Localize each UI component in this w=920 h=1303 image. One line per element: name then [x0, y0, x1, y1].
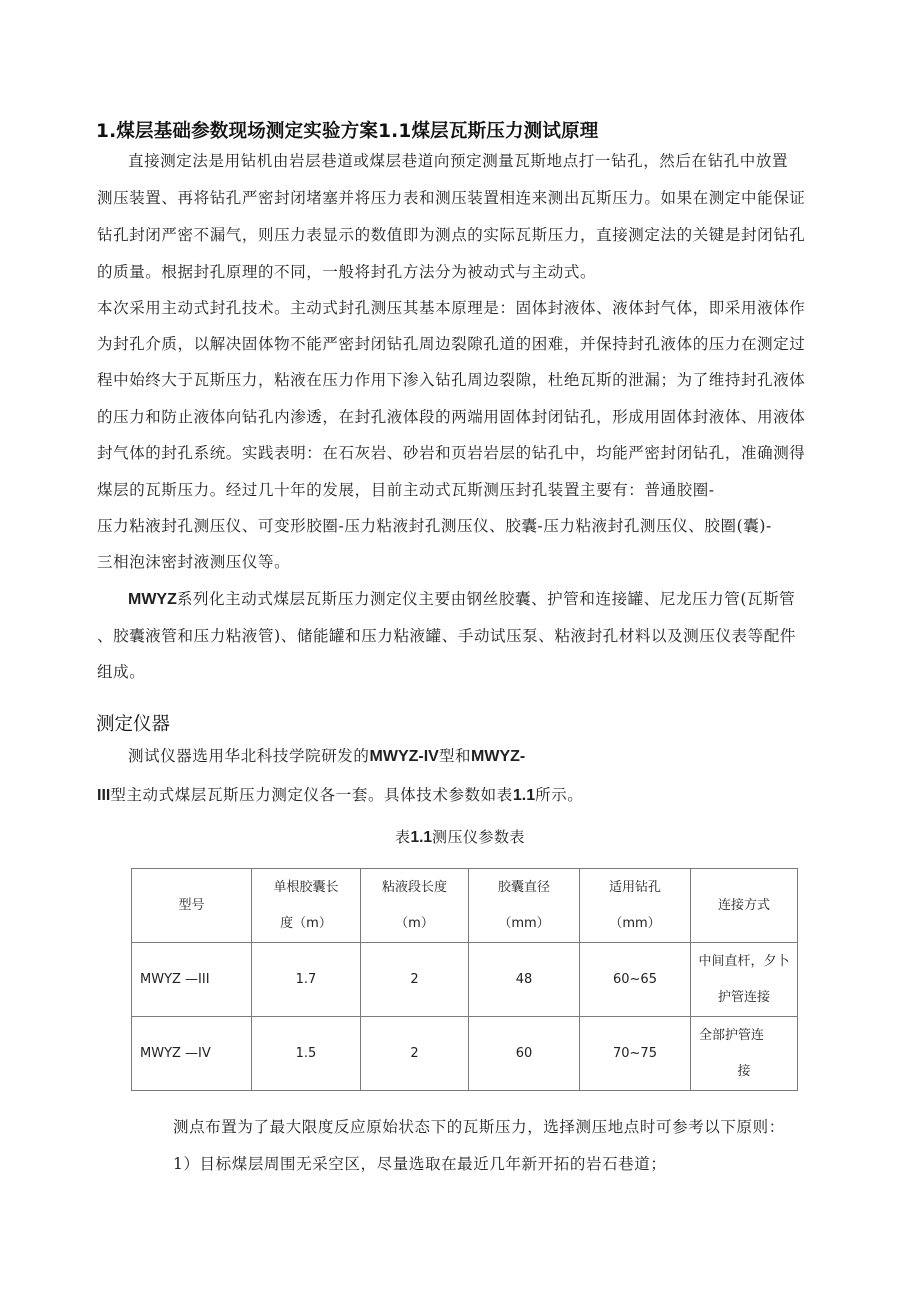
header-diameter-line2: （mm）	[498, 915, 550, 931]
paragraph-2-line-6: 煤层的瓦斯压力。经过几十年的发展，目前主动式瓦斯测压封孔装置主要有：普通胶圈-	[97, 481, 715, 499]
paragraph-2-line-5: 封气体的封孔系统。实践表明：在石灰岩、砂岩和页岩岩层的钻孔中，均能严密封闭钻孔，准确测得	[97, 444, 806, 462]
header-model-label: 型号	[178, 897, 205, 913]
cell-model: MWYZ —III	[132, 943, 252, 1017]
paragraph-2-line-4: 的压力和防止液体向钻孔内渗透，在封孔液体段的两端用固体封闭钻孔，形成用固体封液体、用液体	[97, 408, 806, 426]
table-reference: 1.1	[512, 787, 536, 804]
paragraph-1-line-1: 直接测定法是用钻机由岩层巷道或煤层巷道向预定测量瓦斯地点打一钻孔，然后在钻孔中放置	[128, 152, 789, 170]
cell-hole: 70~75	[580, 1017, 691, 1091]
header-capsule-length-line1: 单根胶囊长	[273, 879, 339, 895]
header-liquid-length	[361, 869, 469, 943]
table-caption	[0, 826, 920, 847]
cell-connection-line1: 全部护管连	[699, 1027, 765, 1043]
header-diameter	[469, 869, 580, 943]
model-iii-label-suffix: III	[97, 787, 111, 804]
model-iii-label-prefix: MWYZ-	[471, 748, 526, 765]
paragraph-4-line-1	[128, 746, 525, 767]
paragraph-3-line-3: 组成。	[97, 663, 146, 681]
cell-diameter: 48	[469, 943, 580, 1017]
header-hole	[580, 869, 691, 943]
brand-name: MWYZ	[128, 591, 177, 608]
paragraph-2-line-8: 三相泡沫密封液测压仪等。	[97, 553, 291, 571]
paragraph-2-line-7: 压力粘液封孔测压仪、可变形胶圈-压力粘液封孔测压仪、胶囊-压力粘液封孔测压仪、胶圈(囊)-	[97, 517, 772, 535]
paragraph-2-line-2: 为封孔介质，以解决固体物不能严密封闭钻孔周边裂隙孔道的困难，并保持封孔液体的压力在测定过	[97, 335, 806, 353]
table-row	[132, 943, 798, 1017]
cell-connection	[691, 1017, 798, 1091]
paragraph-3-line-1	[128, 589, 795, 610]
header-connection	[691, 869, 798, 943]
paragraph-4-text-c: 型主动式煤层瓦斯压力测定仪各一套。具体技术参数如表	[110, 786, 513, 804]
paragraph-1-line-4: 的质量。根据封孔原理的不同，一般将封孔方法分为被动式与主动式。	[97, 263, 597, 281]
table-header-row	[132, 869, 798, 943]
cell-capsule-length: 1.7	[252, 943, 361, 1017]
paragraph-5: 测点布置为了最大限度反应原始状态下的瓦斯压力，选择测压地点时可参考以下原则：	[173, 1118, 785, 1136]
cell-capsule-length: 1.5	[252, 1017, 361, 1091]
paragraph-4-text-d: 所示。	[535, 786, 584, 804]
table-row	[132, 1017, 798, 1091]
model-iv-label: MWYZ-IV	[369, 748, 439, 765]
cell-hole: 60~65	[580, 943, 691, 1017]
header-connection-label: 连接方式	[717, 897, 770, 913]
paragraph-3-line-1-text: 系列化主动式煤层瓦斯压力测定仪主要由钢丝胶囊、护管和连接罐、尼龙压力管(瓦斯管	[176, 590, 796, 608]
cell-liquid-length: 2	[361, 1017, 469, 1091]
paragraph-4-line-2	[97, 785, 583, 806]
header-liquid-length-line1: 粘液段长度	[381, 879, 447, 895]
cell-model: MWYZ —IV	[132, 1017, 252, 1091]
caption-prefix: 表	[394, 828, 411, 846]
caption-number: 1.1	[410, 829, 433, 846]
paragraph-3-line-2: 、胶囊液管和压力粘液管)、储能罐和压力粘液罐、手动试压泵、粘液封孔材料以及测压仪表等配件	[97, 627, 796, 645]
paragraph-4-text-b: 型和	[438, 747, 472, 765]
paragraph-1-line-3: 钻孔封闭严密不漏气，则压力表显示的数值即为测点的实际瓦斯压力，直接测定法的关键是封闭钻孔	[97, 226, 806, 244]
caption-title: 测压仪参数表	[432, 828, 526, 846]
header-hole-line1: 适用钻孔	[608, 879, 661, 895]
header-diameter-line1: 胶囊直径	[497, 879, 550, 895]
list-item-1: 1）目标煤层周围无采空区，尽量选取在最近几年新开拓的岩石巷道；	[173, 1155, 667, 1173]
parameters-table	[131, 868, 798, 1091]
subsection-title: 测定仪器	[96, 714, 171, 735]
header-liquid-length-line2: （m）	[395, 915, 434, 931]
cell-connection	[691, 943, 798, 1017]
cell-diameter: 60	[469, 1017, 580, 1091]
cell-connection-line2: 接	[737, 1063, 751, 1079]
paragraph-2-line-3: 程中始终大于瓦斯压力，粘液在压力作用下渗入钻孔周边裂隙，杜绝瓦斯的泄漏；为了维持封孔液体	[97, 371, 806, 389]
paragraph-1-line-2: 测压装置、再将钻孔严密封闭堵塞并将压力表和测压装置相连来测出瓦斯压力。如果在测定中能保证	[97, 189, 806, 207]
header-capsule-length-line2: 度（m）	[280, 915, 332, 931]
paragraph-2-line-1: 本次采用主动式封孔技术。主动式封孔测压其基本原理是：固体封液体、液体封气体，即采用液体作	[97, 299, 806, 317]
paragraph-4-text-a: 测试仪器选用华北科技学院研发的	[128, 747, 370, 765]
section-title: 1.煤层基础参数现场测定实验方案1.1煤层瓦斯压力测试原理	[96, 121, 599, 142]
cell-connection-line2: 护管连接	[717, 989, 770, 1005]
header-hole-line2: （mm）	[609, 915, 661, 931]
header-capsule-length	[252, 869, 361, 943]
cell-connection-line1: 中间直杆，夕卜	[698, 953, 790, 969]
header-model	[132, 869, 252, 943]
cell-liquid-length: 2	[361, 943, 469, 1017]
